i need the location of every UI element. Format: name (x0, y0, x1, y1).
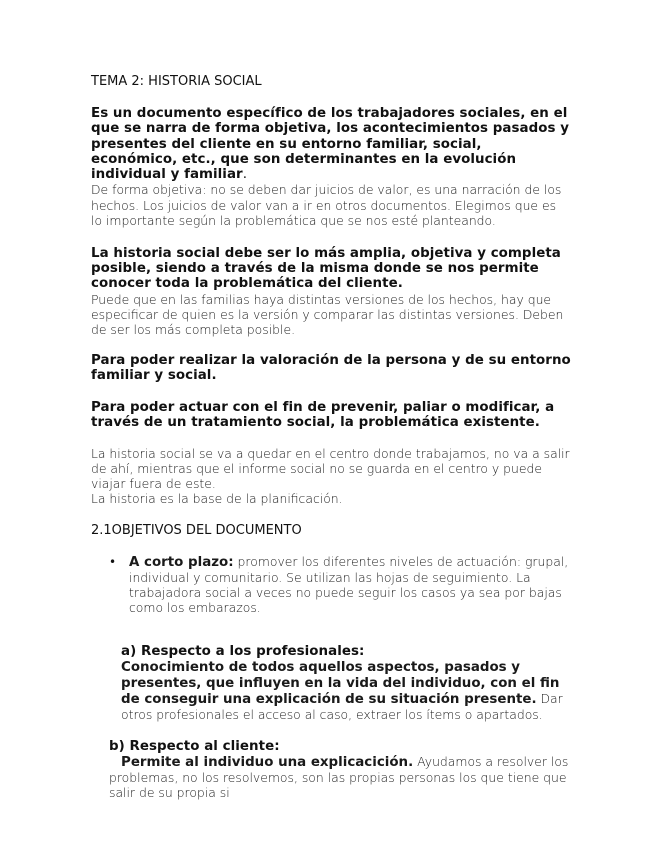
client-text: Ayudamos a resolver los problemas, no los resolvemos, son las propias personas los que tiene que salir de su propia si (109, 753, 569, 801)
professionals-bold-text: Conocimiento de todos aquellos aspectos, pasados y presentes, que influyen en la vida del individuo, con el fin de conseguir una explicación de su situación presente. (121, 660, 560, 708)
professionals-section (121, 644, 571, 723)
center-storage-paragraph: La historia social se va a quedar en el centro donde trabajamos, no va a salir de ahí, mientras que el informe social no se guarda en el centro y puede viajar fuera de este. (91, 446, 570, 492)
short-term-label: A corto plazo: (129, 554, 234, 570)
action-statement: Para poder actuar con el fin de prevenir, paliar o modificar, a través de un tratamiento social, la problemática existente. (91, 399, 555, 430)
document-page (91, 74, 571, 800)
section-title: 2.1OBJETIVOS DEL DOCUMENTO (91, 522, 302, 538)
professionals-heading: a) Respecto a los profesionales: (121, 643, 365, 659)
intro-end: . (242, 167, 248, 183)
valuation-statement: Para poder realizar la valoración de la persona y de su entorno familiar y social. (91, 352, 571, 384)
planning-base-paragraph: La historia es la base de la planificación. (91, 491, 343, 507)
client-section (109, 739, 571, 801)
objective-explanation: De forma objetiva: no se deben dar juicios de valor, es una narración de los hechos. Los juicios de valor van a ir en otros documentos. Elegimos que es lo importante según la problemática que se nos esté planteando. (91, 182, 562, 228)
client-heading: b) Respecto al cliente: (109, 738, 280, 754)
versions-explanation: Puede que en las familias haya distintas versiones de los hechos, hay que especificar de quien es la versión y comparar las distintas versiones. Deben de ser los más completa posible. (91, 291, 564, 337)
client-bold-text: Permite al individuo una explicacición. (121, 754, 414, 770)
bullet-icon: • (109, 554, 117, 569)
short-term-paragraph (129, 554, 571, 615)
short-term-text: promover los diferentes niveles de actuación: grupal, individual y comunitario. Se utilizan las hojas de seguimiento. La trabajadora social a veces no puede seguir los casos ya sea por bajas como los embarazos. (129, 553, 569, 615)
intro-paragraph (91, 106, 571, 182)
professionals-paragraph (121, 659, 571, 722)
amplitude-statement: La historia social debe ser lo más amplia, objetiva y completa posible, siendo a través de la misma donde se nos permite conocer toda la problemática del cliente. (91, 245, 561, 292)
objectives-list (91, 554, 571, 615)
client-paragraph (109, 754, 571, 800)
page-title: TEMA 2: HISTORIA SOCIAL (91, 74, 262, 89)
intro-bold-text: Es un documento específico de los trabajadores sociales, en el que se narra de forma objetiva, los acontecimientos pasados y presentes del cliente en su entorno familiar, social, económico, etc., que son determinantes en la evolución individual y familiar (91, 106, 569, 183)
list-item (91, 554, 571, 615)
professionals-text: Dar otros profesionales el acceso al caso, extraer los ítems o apartados. (121, 691, 563, 723)
